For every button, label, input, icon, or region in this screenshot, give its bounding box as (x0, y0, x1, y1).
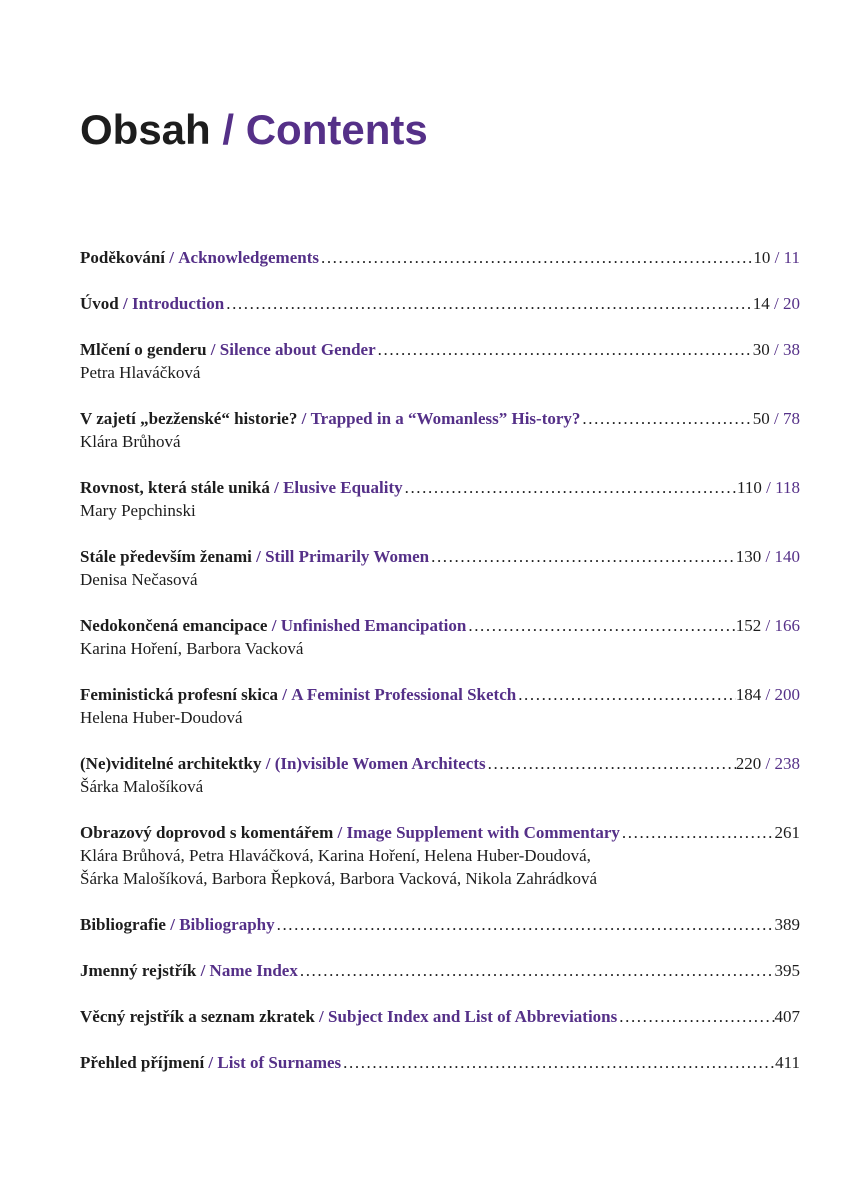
page-number-separator: / (761, 685, 775, 704)
entry-title-en: Bibliography (179, 915, 275, 934)
page-number: 411 (775, 1053, 800, 1072)
entry-authors: Mary Pepchinski (80, 501, 196, 520)
entry-title-en: Still Primarily Women (265, 547, 430, 566)
entry-pages (775, 913, 801, 936)
entry-authors: Helena Huber-Doudová (80, 708, 243, 727)
entry-title-en: Silence about Gender (219, 340, 376, 359)
page-number-separator: / (769, 409, 783, 428)
toc-entry[interactable] (80, 407, 800, 453)
dot-leader (298, 959, 775, 982)
dot-leader (275, 913, 775, 936)
page-number-en: 38 (783, 340, 800, 359)
page-title-en: Contents (245, 106, 428, 153)
page-title (80, 104, 428, 156)
toc-entry-line (80, 1051, 800, 1074)
toc-entry[interactable] (80, 338, 800, 384)
page-number-cz: 220 (735, 754, 762, 773)
toc-entry[interactable] (80, 959, 800, 982)
dot-leader (376, 338, 753, 361)
toc-entry-line (80, 683, 800, 706)
entry-pages (753, 246, 800, 269)
toc-entry[interactable] (80, 752, 800, 798)
dot-leader (516, 683, 736, 706)
page-number-separator: / (761, 547, 775, 566)
entry-title-cz: Věcný rejstřík a seznam zkratek (80, 1007, 315, 1026)
toc-entry[interactable] (80, 246, 800, 269)
page-number-cz: 130 (735, 547, 762, 566)
page-number: 407 (774, 1007, 800, 1026)
toc-entry-line (80, 1005, 800, 1028)
page-number-en: 140 (774, 547, 800, 566)
toc-entry-line (80, 545, 800, 568)
entry-title-separator: / (267, 616, 281, 635)
entry-title-cz: (Ne)viditelné architektky (80, 754, 262, 773)
entry-pages (736, 614, 800, 637)
dot-leader (429, 545, 736, 568)
entry-title-separator: / (269, 478, 284, 497)
dot-leader (486, 752, 736, 775)
entry-pages (775, 959, 801, 982)
entry-pages (775, 821, 801, 844)
entry-pages (753, 338, 800, 361)
entry-pages (753, 407, 800, 430)
page-number-en: 20 (783, 294, 800, 313)
page-title-separator: / (210, 106, 246, 153)
entry-title-cz: Nedokončená emancipace (80, 616, 268, 635)
entry-title-cz: Jmenný rejstřík (80, 961, 197, 980)
page-number-cz: 110 (737, 478, 762, 497)
page-number-separator: / (769, 294, 783, 313)
entry-title-en: Trapped in a “Womanless” His-tory? (310, 409, 581, 428)
entry-title-separator: / (196, 961, 210, 980)
entry-title-cz: Poděkování (80, 248, 166, 267)
entry-title-cz: Úvod (80, 294, 119, 313)
toc-entry-line (80, 959, 800, 982)
page-number-cz: 10 (753, 248, 771, 267)
dot-leader (341, 1051, 775, 1074)
toc-entry[interactable] (80, 821, 800, 890)
entry-title-en: Elusive Equality (283, 478, 403, 497)
entry-title-en: Name Index (209, 961, 298, 980)
entry-title-separator: / (204, 1053, 218, 1072)
entry-title-separator: / (251, 547, 266, 566)
dot-leader (580, 407, 752, 430)
entry-pages (737, 476, 800, 499)
page-number-cz: 152 (735, 616, 762, 635)
entry-authors: Klára Brůhová (80, 432, 181, 451)
page-number-en: 238 (774, 754, 800, 773)
entry-title-en: Subject Index and List of Abbreviations (328, 1007, 618, 1026)
entry-pages (736, 545, 800, 568)
entry-pages (753, 292, 800, 315)
entry-title-separator: / (165, 915, 180, 934)
toc-entry-line (80, 821, 800, 844)
entry-pages (775, 1005, 801, 1028)
entry-title-cz: V zajetí „bezženské“ historie? (80, 409, 298, 428)
entry-pages (736, 752, 800, 775)
entry-title-separator: / (314, 1007, 329, 1026)
dot-leader (617, 1005, 774, 1028)
toc-entry-line (80, 292, 800, 315)
entry-authors: Šárka Malošíková, Barbora Řepková, Barbora Vacková, Nikola Zahrádková (80, 869, 598, 888)
entry-title-cz: Mlčení o genderu (80, 340, 207, 359)
toc-entry-line (80, 338, 800, 361)
entry-title-en: Unfinished Emancipation (280, 616, 467, 635)
entry-title-en: Image Supplement with Commentary (346, 823, 620, 842)
entry-title-en: A Feminist Professional Sketch (291, 685, 517, 704)
entry-title-cz: Bibliografie (80, 915, 166, 934)
page-title-cz: Obsah (80, 106, 211, 153)
entry-title-en: (In)visible Women Architects (274, 754, 486, 773)
page-number-en: 78 (783, 409, 800, 428)
entry-pages (775, 1051, 800, 1074)
toc-entry[interactable] (80, 683, 800, 729)
toc-entry[interactable] (80, 614, 800, 660)
page-number-separator: / (761, 478, 776, 497)
entry-title-separator: / (278, 685, 292, 704)
page-number-separator: / (761, 616, 775, 635)
entry-title-cz: Stále především ženami (80, 547, 252, 566)
toc-entry-line (80, 246, 800, 269)
page-number-separator: / (770, 248, 784, 267)
toc-entry-line (80, 913, 800, 936)
entry-title-separator: / (118, 294, 132, 313)
entry-authors: Klára Brůhová, Petra Hlaváčková, Karina Hoření, Helena Huber-Doudová, (80, 846, 591, 865)
toc-entry-line (80, 614, 800, 637)
dot-leader (319, 246, 753, 269)
entry-authors: Petra Hlaváčková (80, 363, 201, 382)
dot-leader (466, 614, 735, 637)
page-number: 389 (774, 915, 800, 934)
entry-authors: Šárka Malošíková (80, 777, 204, 796)
toc-entry[interactable] (80, 1005, 800, 1028)
toc-entry[interactable] (80, 292, 800, 315)
page-number-en: 118 (775, 478, 800, 497)
page-number-en: 200 (774, 685, 800, 704)
page-number-cz: 184 (735, 685, 762, 704)
page-number: 395 (774, 961, 800, 980)
entry-title-cz: Obrazový doprovod s komentářem (80, 823, 334, 842)
entry-title-separator: / (206, 340, 220, 359)
entry-title-en: Acknowledgements (178, 248, 319, 267)
toc-entry-line (80, 407, 800, 430)
entry-authors: Denisa Nečasová (80, 570, 198, 589)
dot-leader (620, 821, 775, 844)
entry-title-cz: Rovnost, která stále uniká (80, 478, 270, 497)
toc-list (80, 246, 800, 1097)
dot-leader (403, 476, 737, 499)
entry-title-separator: / (165, 248, 179, 267)
page-number-separator: / (769, 340, 783, 359)
page-number-en: 166 (774, 616, 800, 635)
toc-entry[interactable] (80, 476, 800, 522)
page-number-en: 11 (783, 248, 800, 267)
entry-title-separator: / (297, 409, 311, 428)
entry-title-en: List of Surnames (217, 1053, 342, 1072)
entry-title-en: Introduction (131, 294, 225, 313)
entry-title-cz: Přehled příjmení (80, 1053, 205, 1072)
page-number-separator: / (761, 754, 775, 773)
toc-entry[interactable] (80, 913, 800, 936)
entry-title-separator: / (333, 823, 347, 842)
toc-entry-line (80, 752, 800, 775)
entry-authors: Karina Hoření, Barbora Vacková (80, 639, 304, 658)
page-number-cz: 30 (752, 340, 770, 359)
toc-entry[interactable] (80, 545, 800, 591)
dot-leader (224, 292, 753, 315)
page-number-cz: 14 (752, 294, 770, 313)
entry-title-separator: / (261, 754, 275, 773)
entry-title-cz: Feministická profesní skica (80, 685, 279, 704)
page-number-cz: 50 (752, 409, 770, 428)
entry-pages (736, 683, 800, 706)
toc-entry-line (80, 476, 800, 499)
toc-entry[interactable] (80, 1051, 800, 1074)
page-number: 261 (774, 823, 800, 842)
